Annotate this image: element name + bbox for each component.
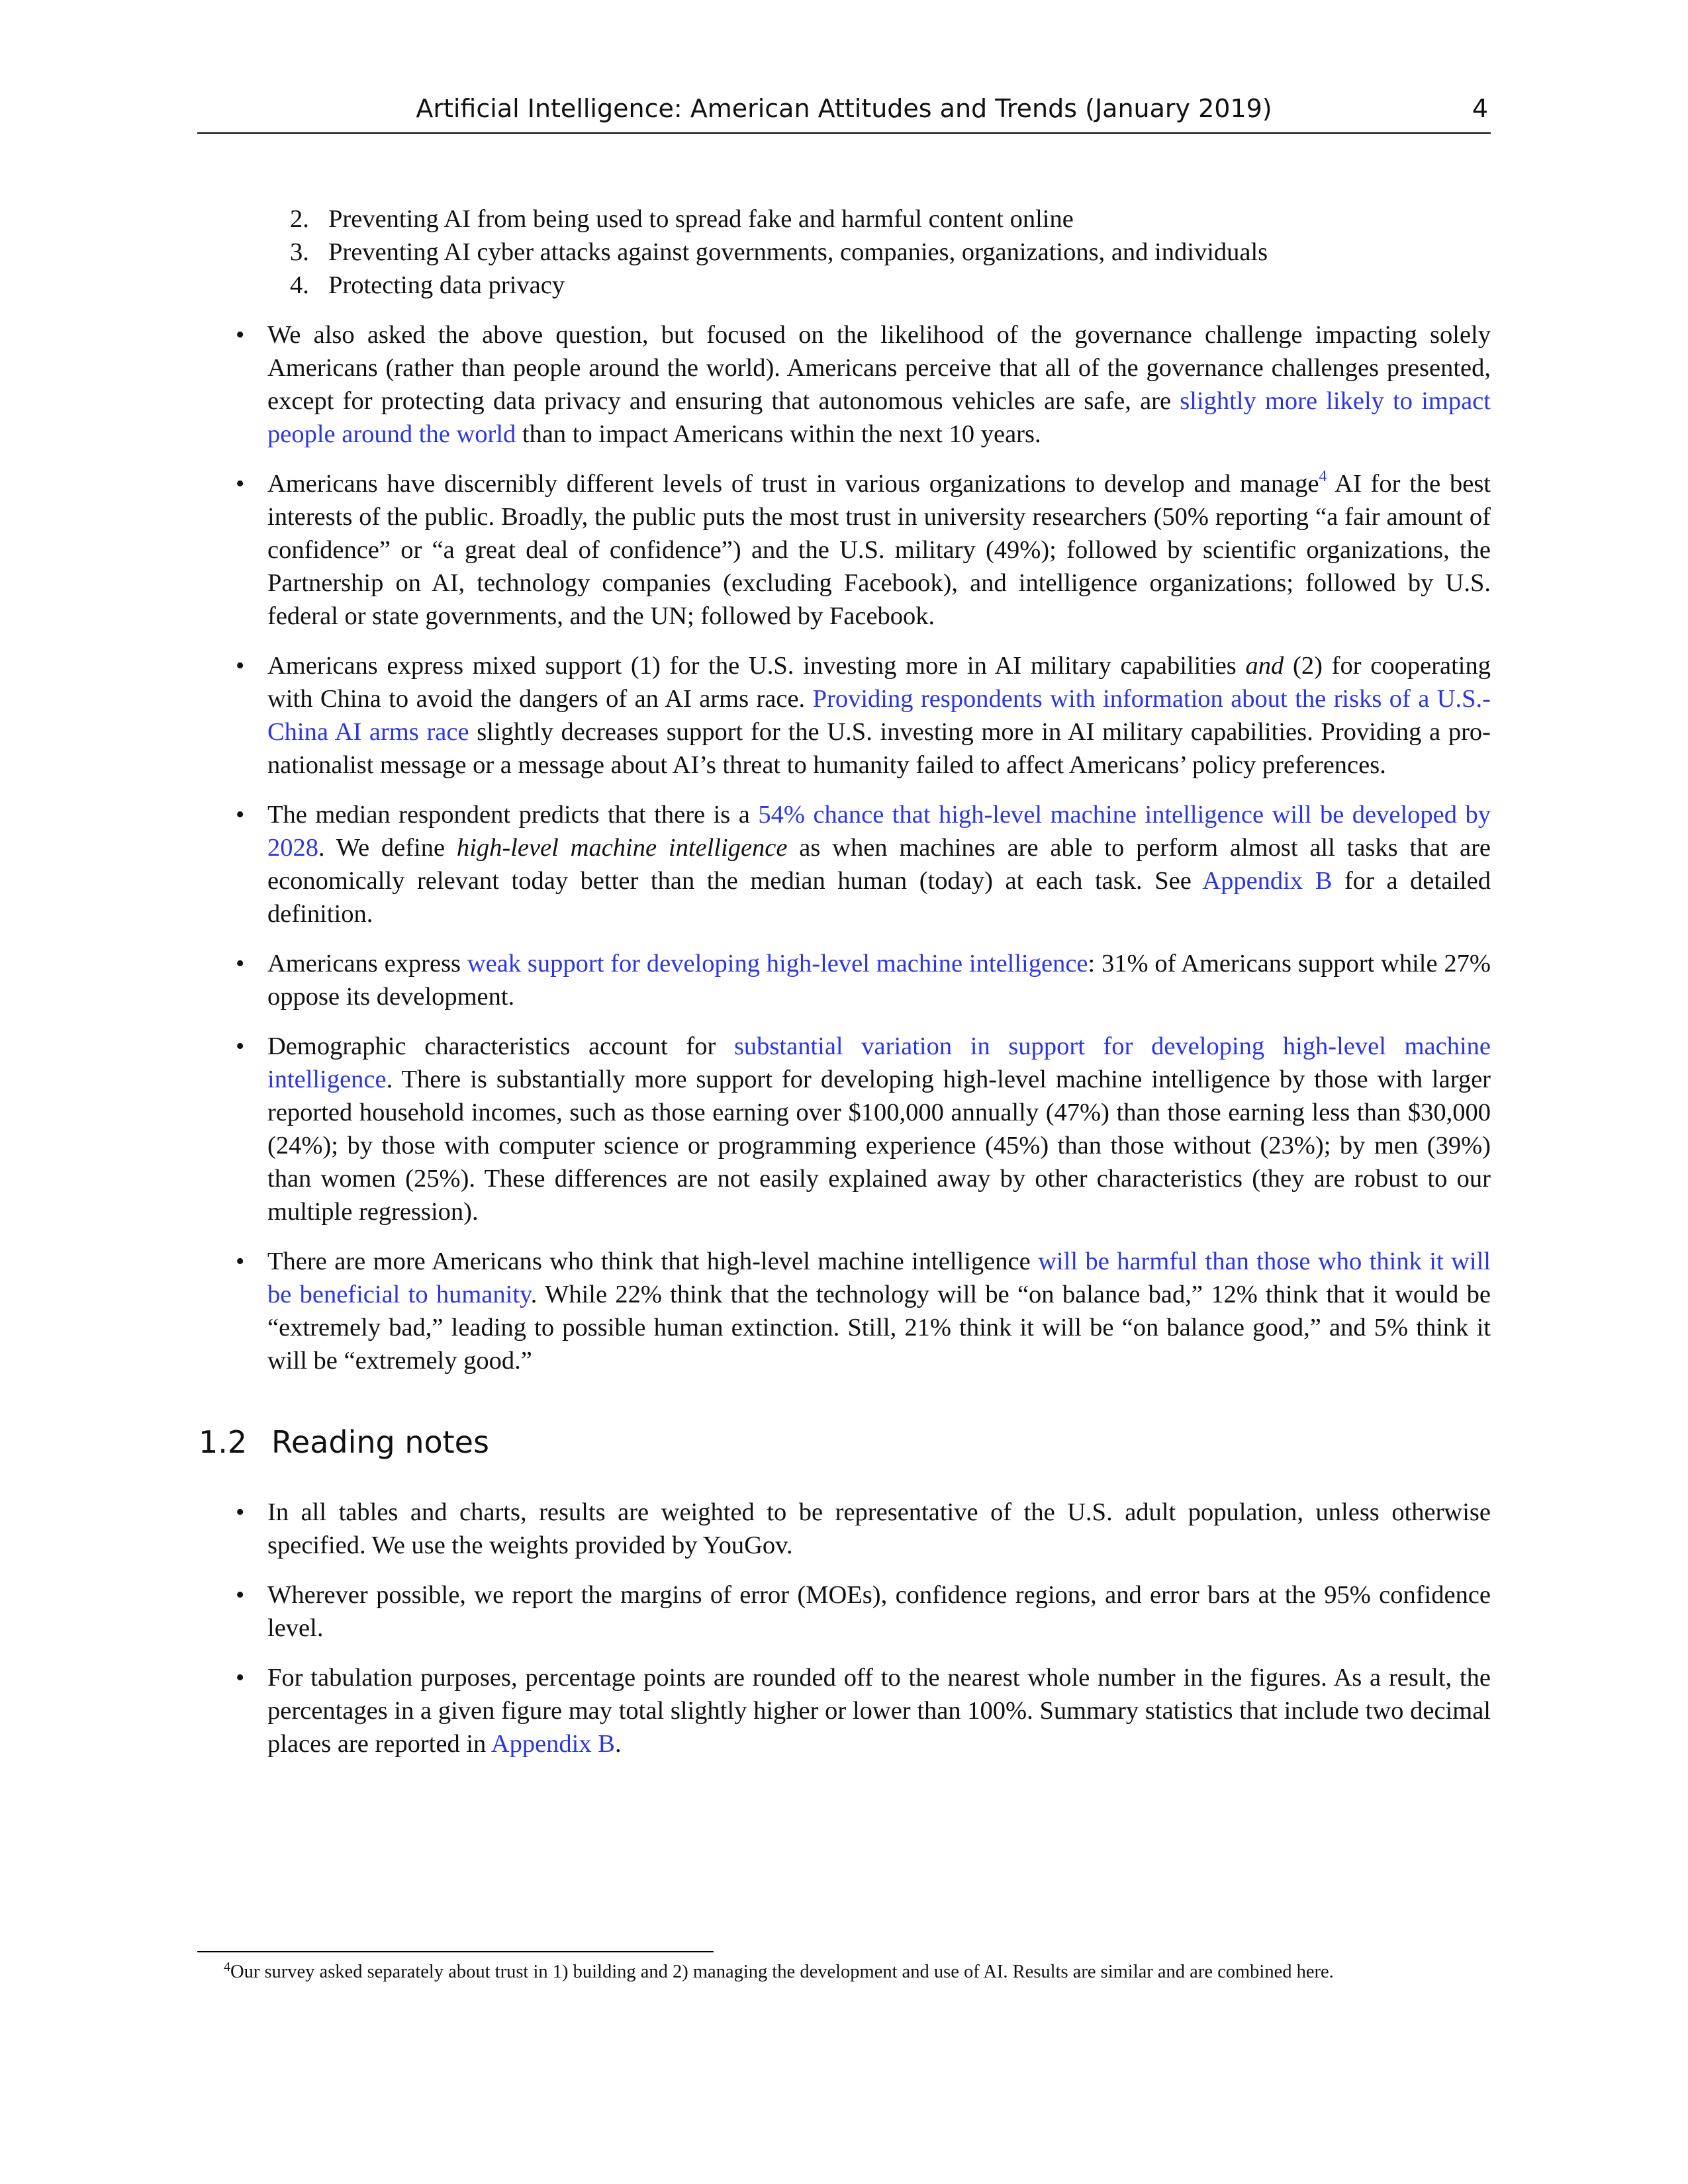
link-hlmi-2028[interactable]: 54% chance that high-level machine intelligence will be developed by 2028 (267, 801, 1491, 862)
footnote-link[interactable]: 4 (1319, 468, 1327, 485)
link-appendix-b[interactable]: Appendix B (491, 1730, 615, 1758)
emphasis-text: and (1245, 652, 1284, 680)
note-text: . (614, 1730, 622, 1758)
running-header (197, 91, 1491, 134)
link-impact-people-world[interactable]: slightly more likely to impact people around the world (267, 387, 1491, 448)
bullet-text: . There is substantially more support for developing high-level machine intelligence by those with larger reported household incomes, such as those earning over $100,000 annually (47%) than those earning less than $30,000 (24%); by those with computer science or programming experience (45%) than those without (23%); by men (39%) than women (25%). These differences are not easily explained away by other characteristics (they are robust to our multiple regression). (267, 1066, 1491, 1226)
note-text: In all tables and charts, results are weighted to be representative of the U.S. adult population, unless otherwise specified. We use the weights provided by YouGov. (267, 1498, 1491, 1559)
note-item-moe (232, 1578, 1491, 1645)
header-title: Artificial Intelligence: American Attitudes and Trends (January 2019) (416, 94, 1272, 123)
bullet-item-military (232, 649, 1491, 782)
bullet-text: . We define (318, 834, 457, 862)
list-item-number: 3. (290, 238, 309, 266)
footnote-text: Our survey asked separately about trust in 1) building and 2) managing the development and use of AI. Results are similar and are combined here. (230, 1962, 1334, 1982)
emphasis-text: high-level machine intelligence (456, 834, 788, 862)
footnote-mark: 4 (224, 1960, 230, 1974)
bullet-text: (2) for cooperating with China to avoid the dangers of an AI arms race. (267, 652, 1491, 713)
list-item-number: 4. (290, 271, 309, 299)
list-item (290, 203, 1481, 236)
list-item (290, 236, 1481, 269)
bullet-item-weak-support (232, 947, 1491, 1013)
link-substantial-variation[interactable]: substantial variation in support for developing high-level machine intelligence (267, 1032, 1491, 1093)
footnote (197, 1960, 1491, 1984)
bullet-text: There are more Americans who think that high-level machine intelligence (267, 1248, 1039, 1275)
link-appendix-b[interactable]: Appendix B (1202, 867, 1333, 895)
section-number: 1.2 (199, 1424, 248, 1460)
numbered-list (290, 203, 1481, 302)
note-text: For tabulation purposes, percentage points are rounded off to the nearest whole number in the figures. As a result, the percentages in a given figure may total slightly higher or lower than 100%. Summary statistics that include two decimal places are reported in (267, 1664, 1491, 1758)
bullet-text: : 31% of Americans support while 27% oppose its development. (267, 950, 1491, 1011)
bullet-item-hlmi-forecast (232, 798, 1491, 931)
bullet-text: AI for the best interests of the public. Broadly, the public puts the most trust in university researchers (50% reporting “a fair amount of confidence” or “a great deal of confidence”) and the U.S. military (49%); followed by scientific organizations, the Partnership on AI, technology companies (excluding Facebook), and intelligence organizations; followed by U.S. federal or state governments, and the UN; followed by Facebook. (267, 470, 1491, 630)
list-item-text: Preventing AI from being used to spread fake and harmful content online (328, 205, 1074, 233)
bullet-text: . While 22% think that the technology will be “on balance bad,” 12% think that it would be “extremely bad,” leading to possible human extinction. Still, 21% think it will be “on balance good,” and 5% think it will be “extremely good.” (267, 1281, 1491, 1375)
section-heading (199, 1424, 489, 1460)
bullet-item-trust (232, 467, 1491, 633)
bullet-text: We also asked the above question, but focused on the likelihood of the governance challenge impacting solely Americans (rather than people around the world). Americans perceive that all of the governance challenges presented, except for protecting data privacy and ensuring that autonomous vehicles are safe, are (267, 321, 1491, 415)
bullet-item-governance-americans (232, 318, 1491, 451)
note-item-weights (232, 1496, 1491, 1562)
footnote-divider (197, 1951, 714, 1952)
bullet-text: Americans have discernibly different levels of trust in various organizations to develop and manage (267, 470, 1319, 498)
note-item-rounding (232, 1661, 1491, 1760)
bullet-text: The median respondent predicts that there is a (267, 801, 759, 829)
bullet-text: Demographic characteristics account for (267, 1032, 734, 1060)
list-item-text: Protecting data privacy (328, 271, 565, 299)
link-arms-race-info[interactable]: Providing respondents with information about the risks of a U.S.-China AI arms race (267, 685, 1491, 746)
bullet-text: than to impact Americans within the next 10 years. (516, 420, 1041, 448)
bullet-text: slightly decreases support for the U.S. investing more in AI military capabilities. Providing a pro-nationalist message or a message about AI’s threat to humanity failed to affect Americans’ policy preferences. (267, 718, 1491, 779)
reading-notes-list (232, 1496, 1491, 1777)
list-item (290, 269, 1481, 302)
bullet-item-demographics (232, 1030, 1491, 1228)
bullet-text: as when machines are able to perform almost all tasks that are economically relevant today better than the median human (today) at each task. See (267, 834, 1491, 895)
link-harmful-beneficial[interactable]: will be harmful than those who think it will be beneficial to humanity (267, 1248, 1491, 1308)
note-text: Wherever possible, we report the margins of error (MOEs), confidence regions, and error bars at the 95% confidence level. (267, 1581, 1491, 1642)
bullet-text: Americans express mixed support (1) for the U.S. investing more in AI military capabilities (267, 652, 1246, 680)
section-title: Reading notes (271, 1424, 489, 1460)
link-weak-support[interactable]: weak support for developing high-level machine intelligence (467, 950, 1088, 978)
page-number: 4 (1472, 94, 1488, 123)
bullet-item-harmful-beneficial (232, 1245, 1491, 1377)
bullet-text: for a detailed definition. (267, 867, 1491, 928)
list-item-number: 2. (290, 205, 309, 233)
findings-bullet-list (232, 318, 1491, 1394)
list-item-text: Preventing AI cyber attacks against governments, companies, organizations, and individuals (328, 238, 1268, 266)
bullet-text: Americans express (267, 950, 467, 978)
